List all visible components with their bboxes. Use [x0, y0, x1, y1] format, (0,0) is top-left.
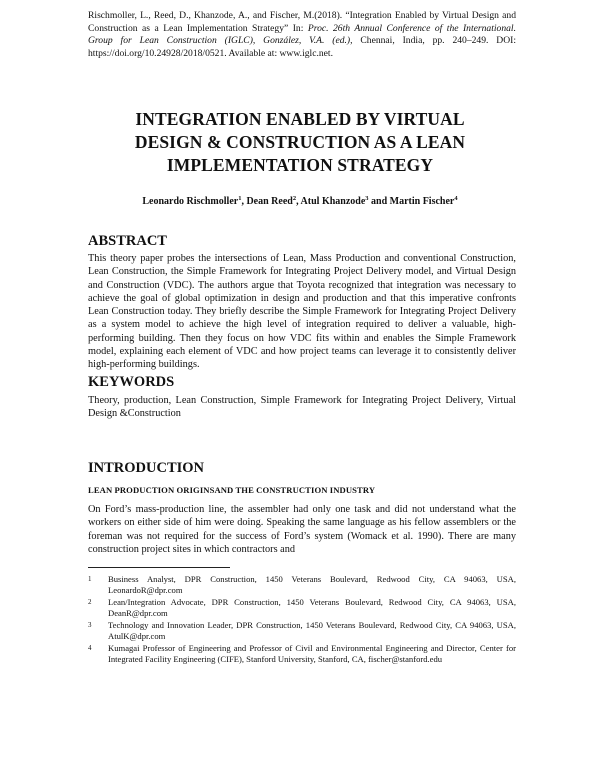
footnote: 4 Kumagai Professor of Engineering and Professor of Civil and Environmental Engineering and Director, Center for Integrated Facility Engineering (CIFE), Stanford University, Stanford, CA, fischer@stanford.edu: [88, 643, 516, 665]
author: Dean Reed$^2$: [246, 195, 297, 207]
keywords-heading: KEYWORDS: [88, 374, 175, 390]
citation-prefix: Rischmoller, L., Reed, D., Khanzode, A., and Fischer, M.(2018). “Integration Enabled by Virtual Design and Construction as a Lean Implementation Strategy” In:: [88, 10, 516, 34]
title-line-2: DESIGN & CONSTRUCTION AS A LEAN: [134, 132, 466, 152]
footnote: 3 Technology and Innovation Leader, DPR Construction, 1450 Veterans Boulevard, Redwood City, CA 94063, USA, AtulK@dpr.com: [88, 620, 516, 642]
author: Martin Fischer$^4$: [389, 195, 458, 207]
title-line-1: INTEGRATION ENABLED BY VIRTUAL: [135, 109, 465, 129]
title-line-3: IMPLEMENTATION STRATEGY: [166, 155, 434, 175]
abstract-text: This theory paper probes the intersections of Lean, Mass Production and conventional Construction, Lean Construction, the Simple Framework for Integrating Project Delivery model, and Virtual Design and Construction (VDC). The authors argue that Toyota recognized that integration was necessary to achieve the goal of global optimization in design and production and that this imperative confronts Lean Construction today. They briefly describe the Simple Framework for Integrating Project Delivery as a system model to achieve the high level of integration required to deliver a valuable, high-performing building. Then they focus on how VDC fits within and enables the Simple Framework model, explaining each element of VDC and how project teams can leverage it to consistently deliver high-performing buildings.: [88, 253, 516, 371]
footnote: 2 Lean/Integration Advocate, DPR Construction, 1450 Veterans Boulevard, Redwood City, CA 94063, USA, DeanR@dpr.com: [88, 597, 516, 619]
author: Atul Khanzode$^3$: [300, 195, 369, 207]
footnote: 1 Business Analyst, DPR Construction, 1450 Veterans Boulevard, Redwood City, CA 94063, USA, LeonardoR@dpr.com: [88, 574, 516, 596]
paper-title: [60, 108, 540, 177]
keywords-text: Theory, production, Lean Construction, Simple Framework for Integrating Project Delivery, Virtual Design &Construction: [88, 395, 516, 420]
introduction-heading: INTRODUCTION: [88, 460, 205, 476]
introduction-text: On Ford’s mass-production line, the assembler had only one task and did not understand what the workers on either side of him were doing. Speaking the same language as his fellow assemblers or the foreman was not required for the success of Ford’s system (Womack et al. 1990). There are many construction project sites in which contractors and: [88, 504, 516, 555]
citation-proceedings: Proc. 26th Annual Conference of the International. Group for Lean Construction (IGLC), González, V.A. (ed.),: [88, 22, 516, 47]
footnote-divider: [88, 567, 230, 568]
citation-suffix: Chennai, India, pp. 240–249. DOI: https://doi.org/10.24928/2018/0521. Available at: www.iglc.net.: [88, 35, 516, 59]
introduction-subheading: LEAN PRODUCTION ORIGINSAND THE CONSTRUCTION INDUSTRY: [88, 485, 376, 495]
citation: [88, 10, 516, 60]
author-list: Leonardo Rischmoller$^1$, Dean Reed$^2$, Atul Khanzode$^3$ and Martin Fischer$^4$: [142, 195, 458, 207]
abstract-heading: ABSTRACT: [88, 233, 167, 249]
author: Leonardo Rischmoller$^1$: [142, 195, 242, 207]
